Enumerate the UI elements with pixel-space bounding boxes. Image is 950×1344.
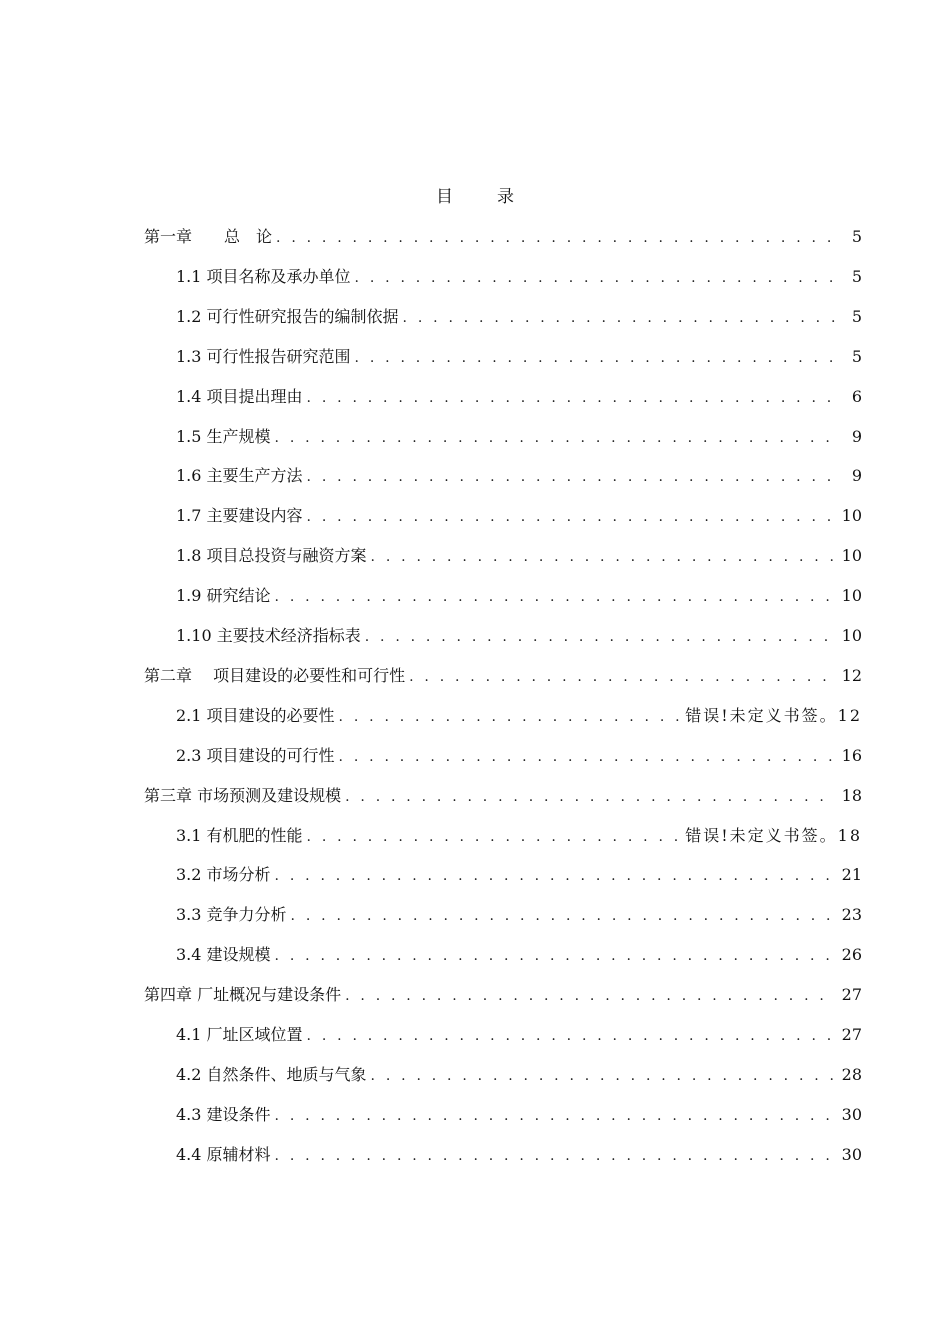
toc-entry-page: 30 [841, 1104, 862, 1124]
toc-leader-dots [339, 749, 836, 765]
toc-entry[interactable] [176, 902, 862, 926]
toc-entry-page: 21 [841, 865, 862, 885]
toc-title [0, 182, 950, 207]
toc-leader-dots [355, 270, 836, 286]
toc-entry-page: 10 [841, 506, 862, 526]
toc-entry-label: 3.3 竞争力分析 [176, 905, 287, 925]
toc-entry[interactable] [176, 264, 862, 288]
toc-entry-page: 26 [841, 945, 862, 965]
toc-title-char-2: 录 [497, 187, 514, 207]
toc-entry[interactable] [176, 623, 862, 647]
toc-entry[interactable] [176, 942, 862, 966]
toc-entry[interactable] [176, 823, 862, 847]
toc-entry-label: 1.10 主要技术经济指标表 [176, 626, 361, 645]
toc-leader-dots [371, 549, 836, 565]
toc-leader-dots [339, 709, 682, 725]
toc-entry-page: 5 [851, 227, 862, 246]
toc-entry-label: 1.4 项目提出理由 [176, 386, 303, 406]
toc-entry-label: 第二章 项目建设的必要性和可行性 [144, 665, 406, 685]
toc-entry[interactable] [144, 663, 862, 687]
toc-leader-dots [403, 310, 836, 326]
toc-leader-dots [307, 390, 836, 406]
toc-entry-label: 1.5 生产规模 [176, 426, 271, 446]
toc-entry[interactable] [176, 743, 862, 767]
toc-entry[interactable] [176, 1102, 862, 1126]
toc-leader-dots [307, 829, 682, 845]
toc-entry-page: 10 [841, 546, 862, 566]
toc-entry-page: 9 [851, 426, 862, 446]
toc-entry-page: 28 [841, 1064, 862, 1084]
toc-leader-dots [365, 629, 836, 645]
toc-entry-label: 2.1 项目建设的必要性 [176, 705, 335, 725]
toc-entry-label: 1.1 项目名称及承办单位 [176, 266, 351, 286]
toc-entry[interactable] [176, 1062, 862, 1086]
toc-entry-page: 10 [841, 626, 862, 645]
toc-entry-page: 12 [841, 665, 862, 685]
toc-entry-label: 1.6 主要生产方法 [176, 466, 303, 486]
toc-entry[interactable] [176, 1022, 862, 1046]
toc-leader-dots [345, 988, 836, 1004]
toc-entry-label: 1.2 可行性研究报告的编制依据 [176, 306, 399, 326]
toc-leader-dots [307, 469, 836, 485]
toc-entry[interactable] [176, 463, 862, 487]
toc-entry-page: 27 [841, 985, 862, 1005]
toc-entry-label: 4.4 原辅材料 [176, 1144, 271, 1164]
toc-entry[interactable] [144, 982, 862, 1006]
toc-entry[interactable] [176, 424, 862, 448]
toc-entry-page: 错误!未定义书签。12 [685, 705, 862, 725]
toc-leader-dots [275, 430, 836, 446]
toc-entry[interactable] [176, 862, 862, 886]
toc-entry-page: 27 [841, 1025, 862, 1044]
toc-entry-label: 4.3 建设条件 [176, 1104, 271, 1124]
toc-entry-page: 9 [851, 466, 862, 486]
toc-entry-page: 6 [851, 386, 862, 406]
toc-leader-dots [276, 230, 836, 246]
toc-entry[interactable] [144, 783, 862, 807]
toc-entry-label: 1.8 项目总投资与融资方案 [176, 546, 367, 566]
toc-entry-page: 错误!未定义书签。18 [685, 825, 862, 845]
toc-entry-page: 18 [841, 785, 862, 805]
toc-entry-label: 4.2 自然条件、地质与气象 [176, 1064, 367, 1084]
toc-entry-page: 5 [851, 266, 862, 286]
toc-entry[interactable] [176, 583, 862, 607]
toc-entry[interactable] [176, 1142, 862, 1166]
toc-leader-dots [307, 509, 836, 525]
toc-entry-page: 16 [841, 745, 862, 765]
toc-leader-dots [275, 589, 836, 605]
toc-entry[interactable] [176, 304, 862, 328]
toc-entry-page: 5 [851, 346, 862, 366]
toc-leader-dots [355, 350, 836, 366]
toc-leader-dots [371, 1068, 836, 1084]
toc-leader-dots [275, 868, 836, 884]
toc-entry[interactable] [176, 543, 862, 567]
toc-entry-label: 第一章 总 论 [144, 227, 273, 246]
toc-entry-label: 1.7 主要建设内容 [176, 506, 303, 526]
toc-leader-dots [291, 908, 836, 924]
toc-entry-page: 23 [841, 905, 862, 925]
toc-leader-dots [275, 1148, 836, 1164]
toc-entry-label: 第四章 厂址概况与建设条件 [144, 985, 342, 1005]
toc-leader-dots [275, 1108, 836, 1124]
toc-entry-label: 1.3 可行性报告研究范围 [176, 346, 351, 366]
toc-entry-label: 3.4 建设规模 [176, 945, 271, 965]
toc-leader-dots [275, 948, 836, 964]
toc-leader-dots [307, 1028, 836, 1044]
toc-entry-page: 5 [851, 306, 862, 326]
toc-entry-label: 2.3 项目建设的可行性 [176, 745, 335, 765]
toc-leader-dots [409, 669, 836, 685]
toc-entry[interactable] [176, 503, 862, 527]
toc-entry-page: 10 [841, 586, 862, 606]
toc-entry-page: 30 [841, 1144, 862, 1164]
toc-title-char-1: 目 [436, 187, 453, 207]
toc-entry[interactable] [144, 224, 862, 248]
toc-entry-label: 第三章 市场预测及建设规模 [144, 785, 342, 805]
toc-entry-label: 3.2 市场分析 [176, 865, 271, 885]
toc-leader-dots [345, 789, 836, 805]
toc-entry[interactable] [176, 703, 862, 727]
toc-entry-label: 1.9 研究结论 [176, 586, 271, 606]
toc-entry-label: 4.1 厂址区域位置 [176, 1025, 303, 1044]
toc-entry[interactable] [176, 344, 862, 368]
toc-entry-label: 3.1 有机肥的性能 [176, 825, 303, 845]
toc-entry[interactable] [176, 384, 862, 408]
